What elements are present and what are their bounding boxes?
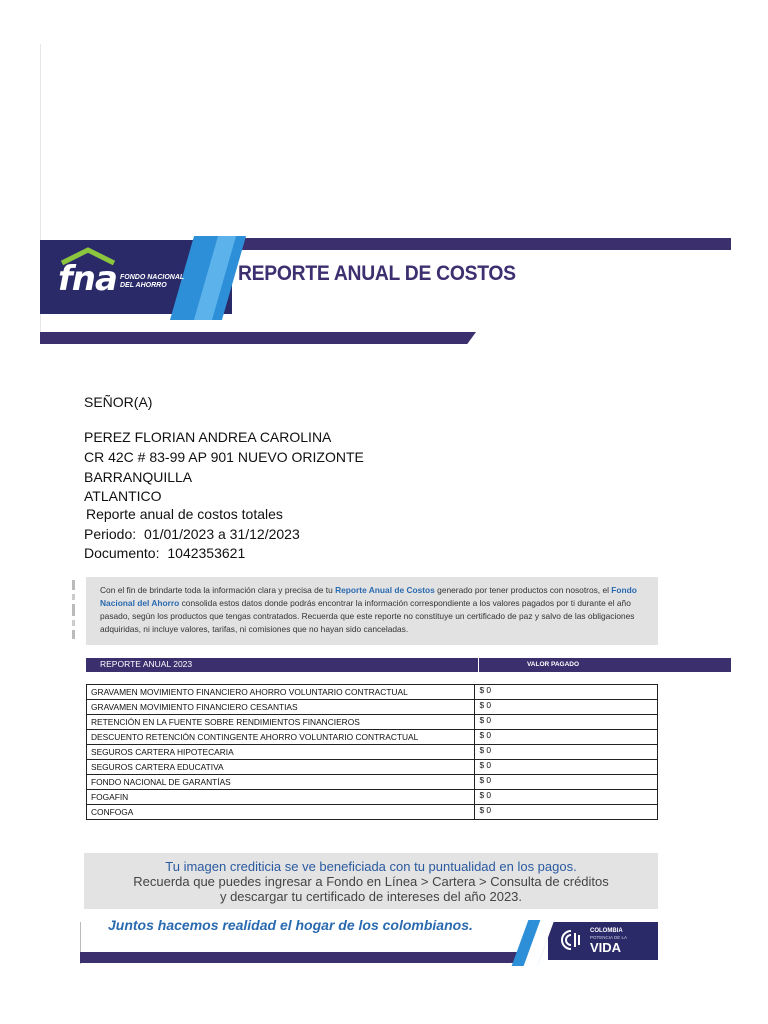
table-row (87, 805, 658, 820)
cost-value: $ 0 (475, 685, 658, 700)
gov-logo-vida: VIDA (590, 940, 622, 955)
cost-concept: FONDO NACIONAL DE GARANTÍAS (87, 775, 475, 790)
cost-value: $ 0 (475, 790, 658, 805)
cost-value: $ 0 (475, 730, 658, 745)
report-title: REPORTE ANUAL DE COSTOS (238, 262, 516, 285)
cost-concept: DESCUENTO RETENCIÓN CONTINGENTE AHORRO VOLUNTARIO CONTRACTUAL (87, 730, 475, 745)
table-row (87, 790, 658, 805)
table-header-title: REPORTE ANUAL 2023 (100, 659, 193, 669)
costs-table (86, 684, 658, 820)
cost-value: $ 0 (475, 715, 658, 730)
footer-tagline: Juntos hacemos realidad el hogar de los colombianos. (108, 917, 473, 933)
info-text (100, 584, 648, 636)
gov-logo-mid: POTENCIA DE LA (590, 935, 628, 940)
fna-logo: fna (58, 259, 117, 299)
document-row (84, 545, 245, 561)
document-label: Documento: (84, 545, 160, 561)
recipient-address: CR 42C # 83-99 AP 901 NUEVO ORIZONTE (84, 449, 364, 465)
cost-concept: GRAVAMEN MOVIMIENTO FINANCIERO AHORRO VOLUNTARIO CONTRACTUAL (87, 685, 475, 700)
gov-logo-top: COLOMBIA (590, 928, 623, 934)
info-highlight-fna: Fondo Nacional del Ahorro (100, 585, 637, 608)
cost-value: $ 0 (475, 760, 658, 775)
recipient-name: PEREZ FLORIAN ANDREA CAROLINA (84, 429, 332, 445)
info-text-part1: Con el fin de brindarte toda la información clara y precisa de tu (100, 585, 336, 595)
table-row (87, 745, 658, 760)
cost-concept: SEGUROS CARTERA EDUCATIVA (87, 760, 475, 775)
recipient-department: ATLANTICO (84, 488, 162, 504)
logo-subtitle: FONDO NACIONAL DEL AHORRO (120, 274, 185, 289)
info-text-part2: generado por tener productos con nosotros, el (434, 585, 612, 595)
promo-line-2: Recuerda que puedes ingresar a Fondo en Línea > Cartera > Consulta de créditos (133, 874, 609, 889)
period-row (84, 526, 300, 542)
table-row (87, 715, 658, 730)
table-row (87, 775, 658, 790)
cost-value: $ 0 (475, 700, 658, 715)
cost-concept: RETENCIÓN EN LA FUENTE SOBRE RENDIMIENTOS FINANCIEROS (87, 715, 475, 730)
table-row (87, 700, 658, 715)
cost-concept: SEGUROS CARTERA HIPOTECARIA (87, 745, 475, 760)
info-highlight-report: Reporte Anual de Costos (335, 585, 435, 595)
document-value: 1042353621 (167, 545, 246, 561)
cost-concept: CONFOGA (87, 805, 475, 820)
table-row (87, 760, 658, 775)
header-top-bar (236, 238, 731, 250)
promo-line-3: y descargar tu certificado de intereses del año 2023. (219, 889, 523, 904)
recipient-city: BARRANQUILLA (84, 469, 193, 485)
cost-value: $ 0 (475, 775, 658, 790)
cost-value: $ 0 (475, 805, 658, 820)
cost-concept: FOGAFIN (87, 790, 475, 805)
colombia-logo-icon (560, 929, 582, 951)
table-row (87, 730, 658, 745)
cost-concept: GRAVAMEN MOVIMIENTO FINANCIERO CESANTIAS (87, 700, 475, 715)
footer-bar (80, 952, 526, 963)
info-text-part3: consolida estos datos donde podrás encontrar la información correspondiente a los valores pagados por ti durante el año pasado, según los productos que tengas contratados. Recuerda que este reporte no constituye un certificado de paz y salvo de las obligaciones adquiridas, ni incluye valores, tarifas, ni comisiones que no hayan sido canceladas. (100, 598, 635, 634)
header-bottom-bar (40, 332, 476, 344)
cost-value: $ 0 (475, 745, 658, 760)
promo-line-1: Tu imagen crediticia se ve beneficiada con tu puntualidad en los pagos. (165, 859, 577, 874)
salutation: SEÑOR(A) (84, 394, 153, 410)
period-value: 01/01/2023 a 31/12/2023 (144, 526, 300, 542)
side-print-marks (70, 578, 78, 642)
report-label: Reporte anual de costos totales (86, 506, 283, 522)
period-label: Periodo: (84, 526, 137, 542)
table-header-value: VALOR PAGADO (526, 661, 580, 668)
table-row (87, 685, 658, 700)
